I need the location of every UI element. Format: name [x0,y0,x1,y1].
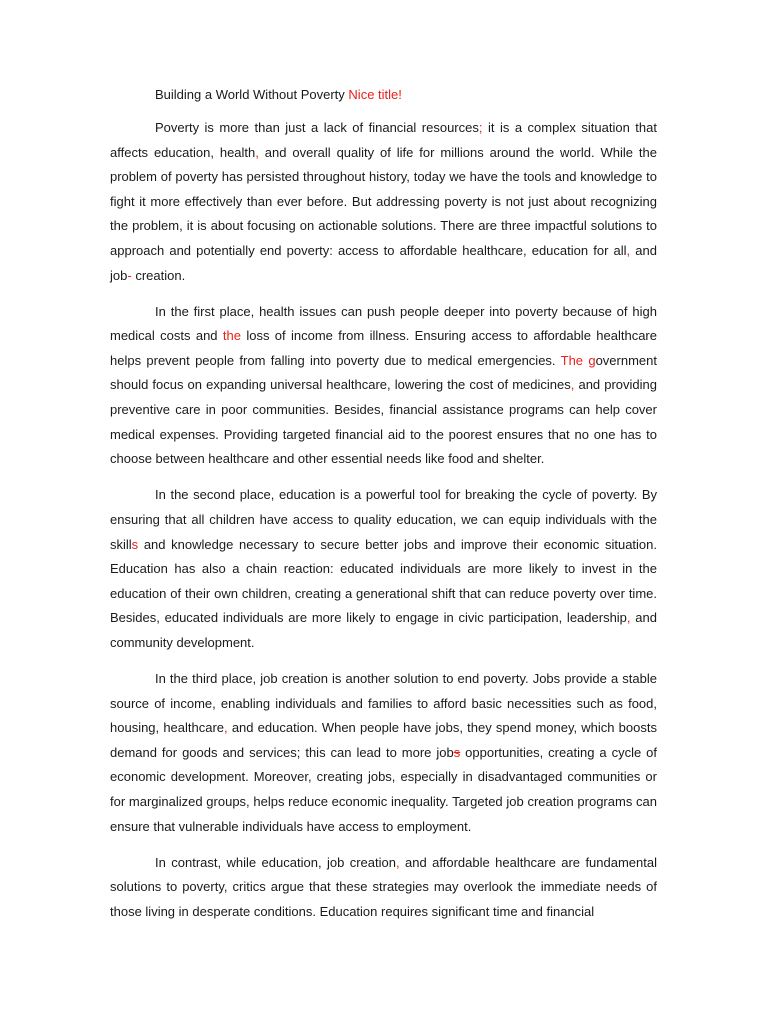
title-comment: Nice title! [348,87,402,102]
document-title: Building a World Without Poverty [155,87,345,102]
paragraph-text: In the second place, education is a powerful tool for breaking the cycle of poverty. By ensuring that all children have access to quality education, we can equip individuals with the skill [110,487,657,552]
paragraph-text: loss of income from illness. Ensuring access to affordable healthcare helps prevent people from falling into poverty due to medical emergencies. [110,328,657,368]
tracked-insertion: s [131,536,139,552]
tracked-insertion: , [626,242,631,258]
body-paragraph [110,116,657,288]
paragraph-text: and job [110,242,657,283]
paragraph-text: and affordable healthcare are fundamental solutions to poverty, critics argue that these strategies may overlook the immediate needs of those living in desperate conditions. Education requires significant time and financial [110,854,658,919]
paragraph-text: and providing preventive care in poor communities. Besides, financial assistance programs can help cover medical expenses. Providing targeted financial aid to the poorest ensures that no one has to choose between healthcare and other essential needs like food and shelter. [110,377,657,467]
paragraph-text: and overall quality of life for millions around the world. While the problem of poverty has persisted throughout history, today we have the tools and knowledge to fight it more effectively than ever before. But addressing poverty is not just about recognizing the problem, it is about focusing on actionable solutions. There are three impactful solutions to approach and potentially end poverty: access to affordable healthcare, education for all [110,144,657,258]
tracked-insertion: The g [560,352,596,368]
tracked-insertion: ; [478,120,483,135]
tracked-insertion: , [255,144,259,160]
body-paragraph [110,667,657,839]
body-paragraph [110,483,657,655]
paragraph-text: and community development. [110,610,657,650]
body-paragraph [110,300,657,472]
tracked-insertion: , [626,610,631,626]
document-title-line [110,86,657,104]
paragraph-text: creation. [131,267,186,283]
tracked-insertion: , [570,377,575,393]
tracked-insertion: - [127,267,132,283]
paragraph-text: overnment should focus on expanding universal healthcare, lowering the cost of medicines [110,352,657,393]
tracked-insertion: , [224,720,228,736]
document-body [110,116,657,924]
tracked-insertion: , [395,854,400,870]
tracked-insertion: the [222,328,241,344]
paragraph-text: and education. When people have jobs, they spend money, which boosts demand for goods and services; this can lead to more job [110,720,657,760]
paragraph-text: and knowledge necessary to secure better jobs and improve their economic situation. Education has also a chain reaction: educated individuals are more likely to invest in the education of their own children, creating a generational shift that can reduce poverty over time. Besides, educated individuals are more likely to engage in civic participation, leadership [110,536,657,626]
tracked-deletion: s [453,744,461,760]
body-paragraph [110,851,657,925]
paragraph-text: Poverty is more than just a lack of financial resources [155,120,479,135]
paragraph-text: opportunities, creating a cycle of economic development. Moreover, creating jobs, especially in disadvantaged communities or for marginalized groups, helps reduce economic inequality. Targeted job creation programs can ensure that vulnerable individuals have access to employment. [110,744,657,834]
paragraph-text: In the third place, job creation is another solution to end poverty. Jobs provide a stable source of income, enabling individuals and families to afford basic necessities such as food, housing, healthcare [110,670,657,736]
paragraph-text: it is a complex situation that affects education, health [110,120,657,160]
paragraph-text: In the first place, health issues can push people deeper into poverty because of high medical costs and [110,303,657,344]
paragraph-text: In contrast, while education, job creation [155,854,396,870]
